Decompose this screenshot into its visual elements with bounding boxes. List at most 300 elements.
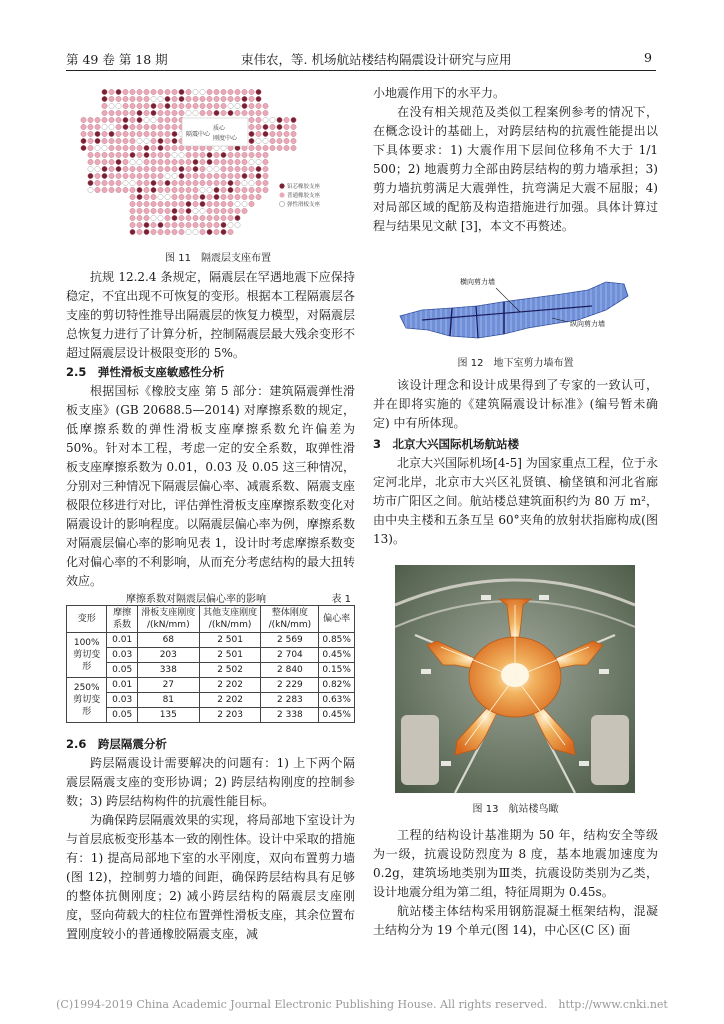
bearing-dot <box>158 110 163 115</box>
bearing-dot <box>249 152 254 157</box>
bearing-dot <box>123 131 128 136</box>
bearing-dot <box>249 103 254 108</box>
bearing-dot <box>137 208 142 213</box>
bearing-dot <box>95 173 100 178</box>
bearing-dot <box>228 96 233 101</box>
bearing-dot <box>109 131 114 136</box>
bearing-dot <box>256 152 261 157</box>
bearing-dot <box>116 166 121 171</box>
bearing-dot <box>123 159 128 164</box>
bearing-dot <box>235 201 240 206</box>
paragraph-cross-layer-measures: 为确保跨层隔震效果的实现，将局部地下室设计为与首层底板变形基本一致的刚性体。设计中采取的措施有：1) 提高局部地下室的水平刚度，双向布置剪力墙(图 12)，控制剪力墙的间距，确保跨层结构具有足够的整体抗侧刚度；2) 减小跨层结构的隔震层支座刚度，竖向荷载大的柱位布置弹性滑板支座，其余位置布置刚度较小的普通橡胶隔震支座，减 <box>66 813 355 941</box>
bearing-dot <box>172 152 177 157</box>
bearing-dot <box>172 103 177 108</box>
bearing-dot <box>249 180 254 185</box>
bearing-dot <box>221 208 226 213</box>
bearing-dot <box>256 138 261 143</box>
bearing-dot <box>165 145 170 150</box>
bearing-dot <box>207 89 212 94</box>
bearing-dot <box>137 180 142 185</box>
table-header-cell: 其他支座刚度 /(kN/mm) <box>199 606 261 633</box>
table-cell: 0.01 <box>107 678 137 693</box>
bearing-dot <box>228 159 233 164</box>
bearing-dot <box>200 103 205 108</box>
bearing-dot <box>109 187 114 192</box>
bearing-dot <box>123 145 128 150</box>
bearing-dot <box>172 124 177 129</box>
bearing-dot <box>207 208 212 213</box>
bearing-dot <box>256 96 261 101</box>
bearing-dot <box>137 138 142 143</box>
bearing-dot <box>263 138 268 143</box>
bearing-dot <box>179 201 184 206</box>
bearing-dot <box>165 152 170 157</box>
table-cell: 2 202 <box>199 693 261 708</box>
bearing-dot <box>179 110 184 115</box>
bearing-dot <box>102 103 107 108</box>
bearing-dot <box>116 124 121 129</box>
page-number: 9 <box>644 50 652 65</box>
bearing-dot <box>277 124 282 129</box>
bearing-dot <box>102 173 107 178</box>
bearing-dot <box>228 103 233 108</box>
table-1-title: 摩擦系数对隔震层偏心率的影响 <box>126 594 266 605</box>
friction-eccentricity-table <box>66 605 355 723</box>
bearing-dot <box>186 215 191 220</box>
bearing-dot <box>81 117 86 122</box>
bearing-dot <box>207 96 212 101</box>
bearing-dot <box>263 152 268 157</box>
bearing-dot <box>221 96 226 101</box>
bearing-dot <box>95 180 100 185</box>
bearing-dot <box>116 159 121 164</box>
table-cell: 0.05 <box>107 663 137 678</box>
bearing-dot <box>151 194 156 199</box>
table-1-block <box>66 590 355 723</box>
table-cell: 27 <box>137 678 199 693</box>
bearing-dot <box>144 145 149 150</box>
bearing-dot <box>123 138 128 143</box>
bearing-dot <box>81 131 86 136</box>
bearing-dot <box>102 159 107 164</box>
figure-12-caption: 图 12 地下室剪力墙布置 <box>457 358 574 369</box>
bearing-dot <box>144 173 149 178</box>
bearing-dot <box>95 124 100 129</box>
table-cell: 0.05 <box>107 708 137 723</box>
bearing-dot <box>88 180 93 185</box>
bearing-dot <box>235 103 240 108</box>
table-cell: 2 229 <box>261 678 319 693</box>
table-cell: 81 <box>137 693 199 708</box>
bearing-dot <box>214 110 219 115</box>
bearing-dot <box>200 187 205 192</box>
bearing-dot <box>158 229 163 234</box>
table-cell: 2 501 <box>199 648 261 663</box>
bearing-dot <box>193 208 198 213</box>
left-column-lower <box>66 735 355 944</box>
bearing-dot <box>228 187 233 192</box>
bearing-dot <box>172 173 177 178</box>
bearing-dot <box>137 222 142 227</box>
bearing-dot <box>144 159 149 164</box>
fig11-legend-2: 普通橡胶支座 <box>287 193 321 199</box>
bearing-dot <box>256 180 261 185</box>
bearing-dot <box>186 166 191 171</box>
bearing-dot <box>179 89 184 94</box>
bearing-dot <box>151 110 156 115</box>
bearing-dot <box>172 89 177 94</box>
bearing-dot <box>200 110 205 115</box>
bearing-dot <box>123 166 128 171</box>
bearing-dot <box>235 159 240 164</box>
bearing-dot <box>116 138 121 143</box>
table-row <box>67 633 355 648</box>
bearing-dot <box>165 138 170 143</box>
table-cell: 0.85% <box>319 633 355 648</box>
bearing-dot <box>158 152 163 157</box>
bearing-dot <box>158 103 163 108</box>
bearing-dot <box>284 131 289 136</box>
bearing-dot <box>249 145 254 150</box>
bearing-dot <box>186 222 191 227</box>
bearing-dot <box>291 145 296 150</box>
bearing-dot <box>249 173 254 178</box>
bearing-dot <box>102 145 107 150</box>
table-cell: 0.15% <box>319 663 355 678</box>
bearing-dot <box>109 166 114 171</box>
bearing-dot <box>270 124 275 129</box>
bearing-dot <box>277 117 282 122</box>
bearing-dot <box>193 201 198 206</box>
bearing-dot <box>158 215 163 220</box>
figure-11-bearing-layout <box>70 84 366 244</box>
bearing-dot <box>144 117 149 122</box>
bearing-dot <box>200 89 205 94</box>
bearing-dot <box>242 110 247 115</box>
bearing-dot <box>88 187 93 192</box>
bearing-dot <box>263 110 268 115</box>
bearing-dot <box>207 152 212 157</box>
bearing-dot <box>193 166 198 171</box>
bearing-dot <box>249 187 254 192</box>
bearing-dot <box>228 89 233 94</box>
bearing-dot <box>144 222 149 227</box>
bearing-dot <box>151 103 156 108</box>
bearing-dot <box>165 215 170 220</box>
bearing-dot <box>81 138 86 143</box>
table-row <box>67 678 355 693</box>
bearing-dot <box>88 117 93 122</box>
bearing-dot <box>88 173 93 178</box>
bearing-dot <box>200 180 205 185</box>
bearing-dot <box>179 180 184 185</box>
bearing-dot <box>186 96 191 101</box>
bearing-dot <box>88 166 93 171</box>
table-cell: 2 501 <box>199 633 261 648</box>
bearing-dot <box>263 159 268 164</box>
bearing-dot <box>249 194 254 199</box>
bearing-dot <box>151 187 156 192</box>
bearing-dot <box>214 215 219 220</box>
bearing-dot <box>284 145 289 150</box>
bearing-dot <box>165 110 170 115</box>
bearing-dot <box>186 208 191 213</box>
bearing-dot <box>242 208 247 213</box>
bearing-dot <box>228 166 233 171</box>
paragraph-continuation: 小地震作用下的水平力。 <box>373 86 506 100</box>
table-header-cell: 变形 <box>67 606 107 633</box>
bearing-dot <box>200 159 205 164</box>
bearing-dot <box>158 124 163 129</box>
bearing-dot <box>116 131 121 136</box>
bearing-dot <box>151 222 156 227</box>
bearing-dot <box>130 229 135 234</box>
bearing-dot <box>158 96 163 101</box>
bearing-dot <box>116 117 121 122</box>
bearing-dot <box>165 208 170 213</box>
bearing-dot <box>144 187 149 192</box>
bearing-dot <box>165 187 170 192</box>
bearing-dot <box>172 187 177 192</box>
paragraph-friction-analysis: 根据国标《橡胶支座 第 5 部分：建筑隔震弹性滑板支座》(GB 20688.5—2014) 对摩擦系数的规定，低摩擦系数的弹性滑板支座摩擦系数允许偏差为 50%。针对本工程，考虑一定的安全系数，取弹性滑板支座摩擦系数为 0.01，0.03 及 0.05 这三种情况，分别对三种情况下隔震层偏心率、减震系数、隔震支座极限位移进行对比，评估弹性滑板支座摩擦系数变化对隔震设计的影响程度。以隔震层偏心率为例，摩擦系数对隔震层偏心率的影响见表 1，设计时考虑摩擦系数变化对偏心率的不利影响，从而充分考虑结构的最大扭转效应。 <box>66 384 355 588</box>
bearing-dot <box>109 180 114 185</box>
bearing-dot <box>130 180 135 185</box>
bearing-dot <box>228 229 233 234</box>
bearing-dot <box>193 187 198 192</box>
bearing-dot <box>179 215 184 220</box>
bearing-dot <box>81 124 86 129</box>
bearing-dot <box>221 215 226 220</box>
bearing-dot <box>186 229 191 234</box>
bearing-dot <box>151 131 156 136</box>
bearing-dot <box>214 222 219 227</box>
bearing-dot <box>130 124 135 129</box>
bearing-dot <box>123 124 128 129</box>
bearing-dot <box>137 131 142 136</box>
bearing-dot <box>179 103 184 108</box>
bearing-dot <box>144 194 149 199</box>
bearing-dot <box>109 96 114 101</box>
bearing-dot <box>137 166 142 171</box>
bearing-dot <box>193 103 198 108</box>
bearing-dot <box>144 208 149 213</box>
bearing-dot <box>214 187 219 192</box>
bearing-dot <box>109 103 114 108</box>
bearing-dot <box>256 173 261 178</box>
bearing-dot <box>179 187 184 192</box>
bearing-dot <box>172 110 177 115</box>
bearing-dot <box>291 138 296 143</box>
bearing-dot <box>228 110 233 115</box>
bearing-dot <box>214 159 219 164</box>
bearing-dot <box>165 159 170 164</box>
bearing-dot <box>144 201 149 206</box>
bearing-dot <box>221 222 226 227</box>
bearing-dot <box>235 152 240 157</box>
bearing-dot <box>291 131 296 136</box>
table-cell: 0.45% <box>319 648 355 663</box>
bearing-dot <box>137 124 142 129</box>
table-cell: 2 840 <box>261 663 319 678</box>
bearing-dot <box>256 145 261 150</box>
bearing-dot <box>144 152 149 157</box>
bearing-dot <box>172 215 177 220</box>
figure-13-caption: 图 13 航站楼鸟瞰 <box>472 804 559 815</box>
bearing-dot <box>242 201 247 206</box>
bearing-dot <box>186 103 191 108</box>
running-title: 束伟农，等. 机场航站楼结构隔震设计研究与应用 <box>241 52 512 67</box>
bearing-dot <box>179 152 184 157</box>
bearing-dot <box>242 187 247 192</box>
bearing-dot <box>151 229 156 234</box>
bearing-dot <box>109 110 114 115</box>
bearing-dot <box>165 166 170 171</box>
bearing-dot <box>102 138 107 143</box>
bearing-dot <box>144 215 149 220</box>
bearing-dot <box>95 166 100 171</box>
bearing-dot <box>214 152 219 157</box>
bearing-dot <box>123 180 128 185</box>
bearing-dot <box>221 159 226 164</box>
paragraph-performance-requirements: 在没有相关规范及类似工程案例参考的情况下，在概念设计的基础上，对跨层结构的抗震性能提出以下具体要求：1) 大震作用下层间位移角不大于 1/1 500；2) 地震剪力全部由跨层结构的剪力墙承担；3) 剪力墙抗剪满足大震弹性，抗弯满足大震不屈服；4) 对局部区域的配筋及构造措施进行加强。具体计算过程与结果见文献 [3]，本文不再赘述。 <box>373 105 658 233</box>
bearing-dot <box>270 117 275 122</box>
bearing-dot <box>151 152 156 157</box>
bearing-dot <box>179 229 184 234</box>
bearing-dot <box>270 145 275 150</box>
bearing-dot <box>186 194 191 199</box>
table-cell: 2 502 <box>199 663 261 678</box>
bearing-dot <box>221 166 226 171</box>
bearing-dot <box>200 194 205 199</box>
bearing-dot <box>130 110 135 115</box>
bearing-dot <box>116 110 121 115</box>
bearing-dot <box>81 145 86 150</box>
bearing-dot <box>235 89 240 94</box>
bearing-dot <box>123 152 128 157</box>
bearing-dot <box>193 96 198 101</box>
bearing-dot <box>137 103 142 108</box>
bearing-dot <box>158 187 163 192</box>
bearing-dot <box>116 89 121 94</box>
bearing-dot <box>179 166 184 171</box>
bearing-dot <box>228 152 233 157</box>
bearing-dot <box>256 124 261 129</box>
bearing-dot <box>249 124 254 129</box>
bearing-dot <box>158 131 163 136</box>
bearing-dot <box>186 110 191 115</box>
bearing-dot <box>179 173 184 178</box>
bearing-dot <box>165 103 170 108</box>
fig11-label-mass: 质心 <box>213 125 226 132</box>
bearing-dot <box>249 110 254 115</box>
bearing-dot <box>151 180 156 185</box>
bearing-dot <box>256 103 261 108</box>
bearing-dot <box>151 166 156 171</box>
bearing-dot <box>165 131 170 136</box>
table-header-cell: 偏心率 <box>319 606 355 633</box>
bearing-dot <box>165 117 170 122</box>
bearing-dot <box>193 215 198 220</box>
bearing-dot <box>200 208 205 213</box>
bearing-dot <box>249 131 254 136</box>
bearing-dot <box>186 173 191 178</box>
bearing-dot <box>95 152 100 157</box>
bearing-dot <box>158 145 163 150</box>
bearing-dot <box>291 124 296 129</box>
bearing-dot <box>200 222 205 227</box>
bearing-dot <box>144 229 149 234</box>
bearing-dot <box>228 222 233 227</box>
section-3-heading: 3 北京大兴国际机场航站楼 <box>373 437 520 451</box>
table-group-label: 250%剪切变形 <box>67 678 107 723</box>
bearing-dot <box>207 187 212 192</box>
bearing-dot <box>179 96 184 101</box>
bearing-dot <box>235 173 240 178</box>
bearing-dot <box>221 152 226 157</box>
bearing-dot <box>277 131 282 136</box>
bearing-dot <box>291 117 296 122</box>
bearing-dot <box>102 152 107 157</box>
bearing-dot <box>200 152 205 157</box>
bearing-dot <box>158 117 163 122</box>
bearing-dot <box>221 201 226 206</box>
paragraph-expert-approval: 该设计理念和设计成果得到了专家的一致认可，并在即将实施的《建筑隔震设计标准》(编号暂未确定) 中有所体现。 <box>373 378 658 430</box>
bearing-dot <box>249 138 254 143</box>
bearing-dot <box>193 222 198 227</box>
table-cell: 2 338 <box>261 708 319 723</box>
bearing-dot <box>158 138 163 143</box>
bearing-dot <box>130 187 135 192</box>
bearing-dot <box>116 152 121 157</box>
bearing-dot <box>263 117 268 122</box>
bearing-dot <box>207 166 212 171</box>
bearing-dot <box>242 89 247 94</box>
bearing-dot <box>109 152 114 157</box>
bearing-dot <box>172 117 177 122</box>
bearing-dot <box>263 187 268 192</box>
bearing-dot <box>193 159 198 164</box>
table-row <box>67 663 355 678</box>
bearing-dot <box>158 201 163 206</box>
bearing-dot <box>116 96 121 101</box>
bearing-dot <box>221 110 226 115</box>
bearing-dot <box>228 201 233 206</box>
bearing-dot <box>95 159 100 164</box>
bearing-dot <box>214 201 219 206</box>
bearing-dot <box>263 173 268 178</box>
bearing-dot <box>151 138 156 143</box>
bearing-dot <box>207 159 212 164</box>
table-cell: 0.82% <box>319 678 355 693</box>
bearing-dot <box>123 96 128 101</box>
bearing-dot <box>214 89 219 94</box>
bearing-dot <box>88 159 93 164</box>
bearing-dot <box>102 124 107 129</box>
bearing-dot <box>165 173 170 178</box>
bearing-dot <box>130 173 135 178</box>
paragraph-cross-layer-issues: 跨层隔震设计需要解决的问题有：1) 上下两个隔震层隔震支座的变形协调；2) 跨层结构刚度的控制参数；3) 跨层结构构件的抗震性能目标。 <box>66 756 355 808</box>
bearing-dot <box>151 215 156 220</box>
bearing-dot <box>130 159 135 164</box>
bearing-dot <box>137 201 142 206</box>
table-cell: 2 569 <box>261 633 319 648</box>
bearing-dot <box>130 152 135 157</box>
bearing-dot <box>137 110 142 115</box>
bearing-dot <box>158 173 163 178</box>
bearing-dot <box>123 89 128 94</box>
bearing-dot <box>130 103 135 108</box>
bearing-dot <box>172 166 177 171</box>
